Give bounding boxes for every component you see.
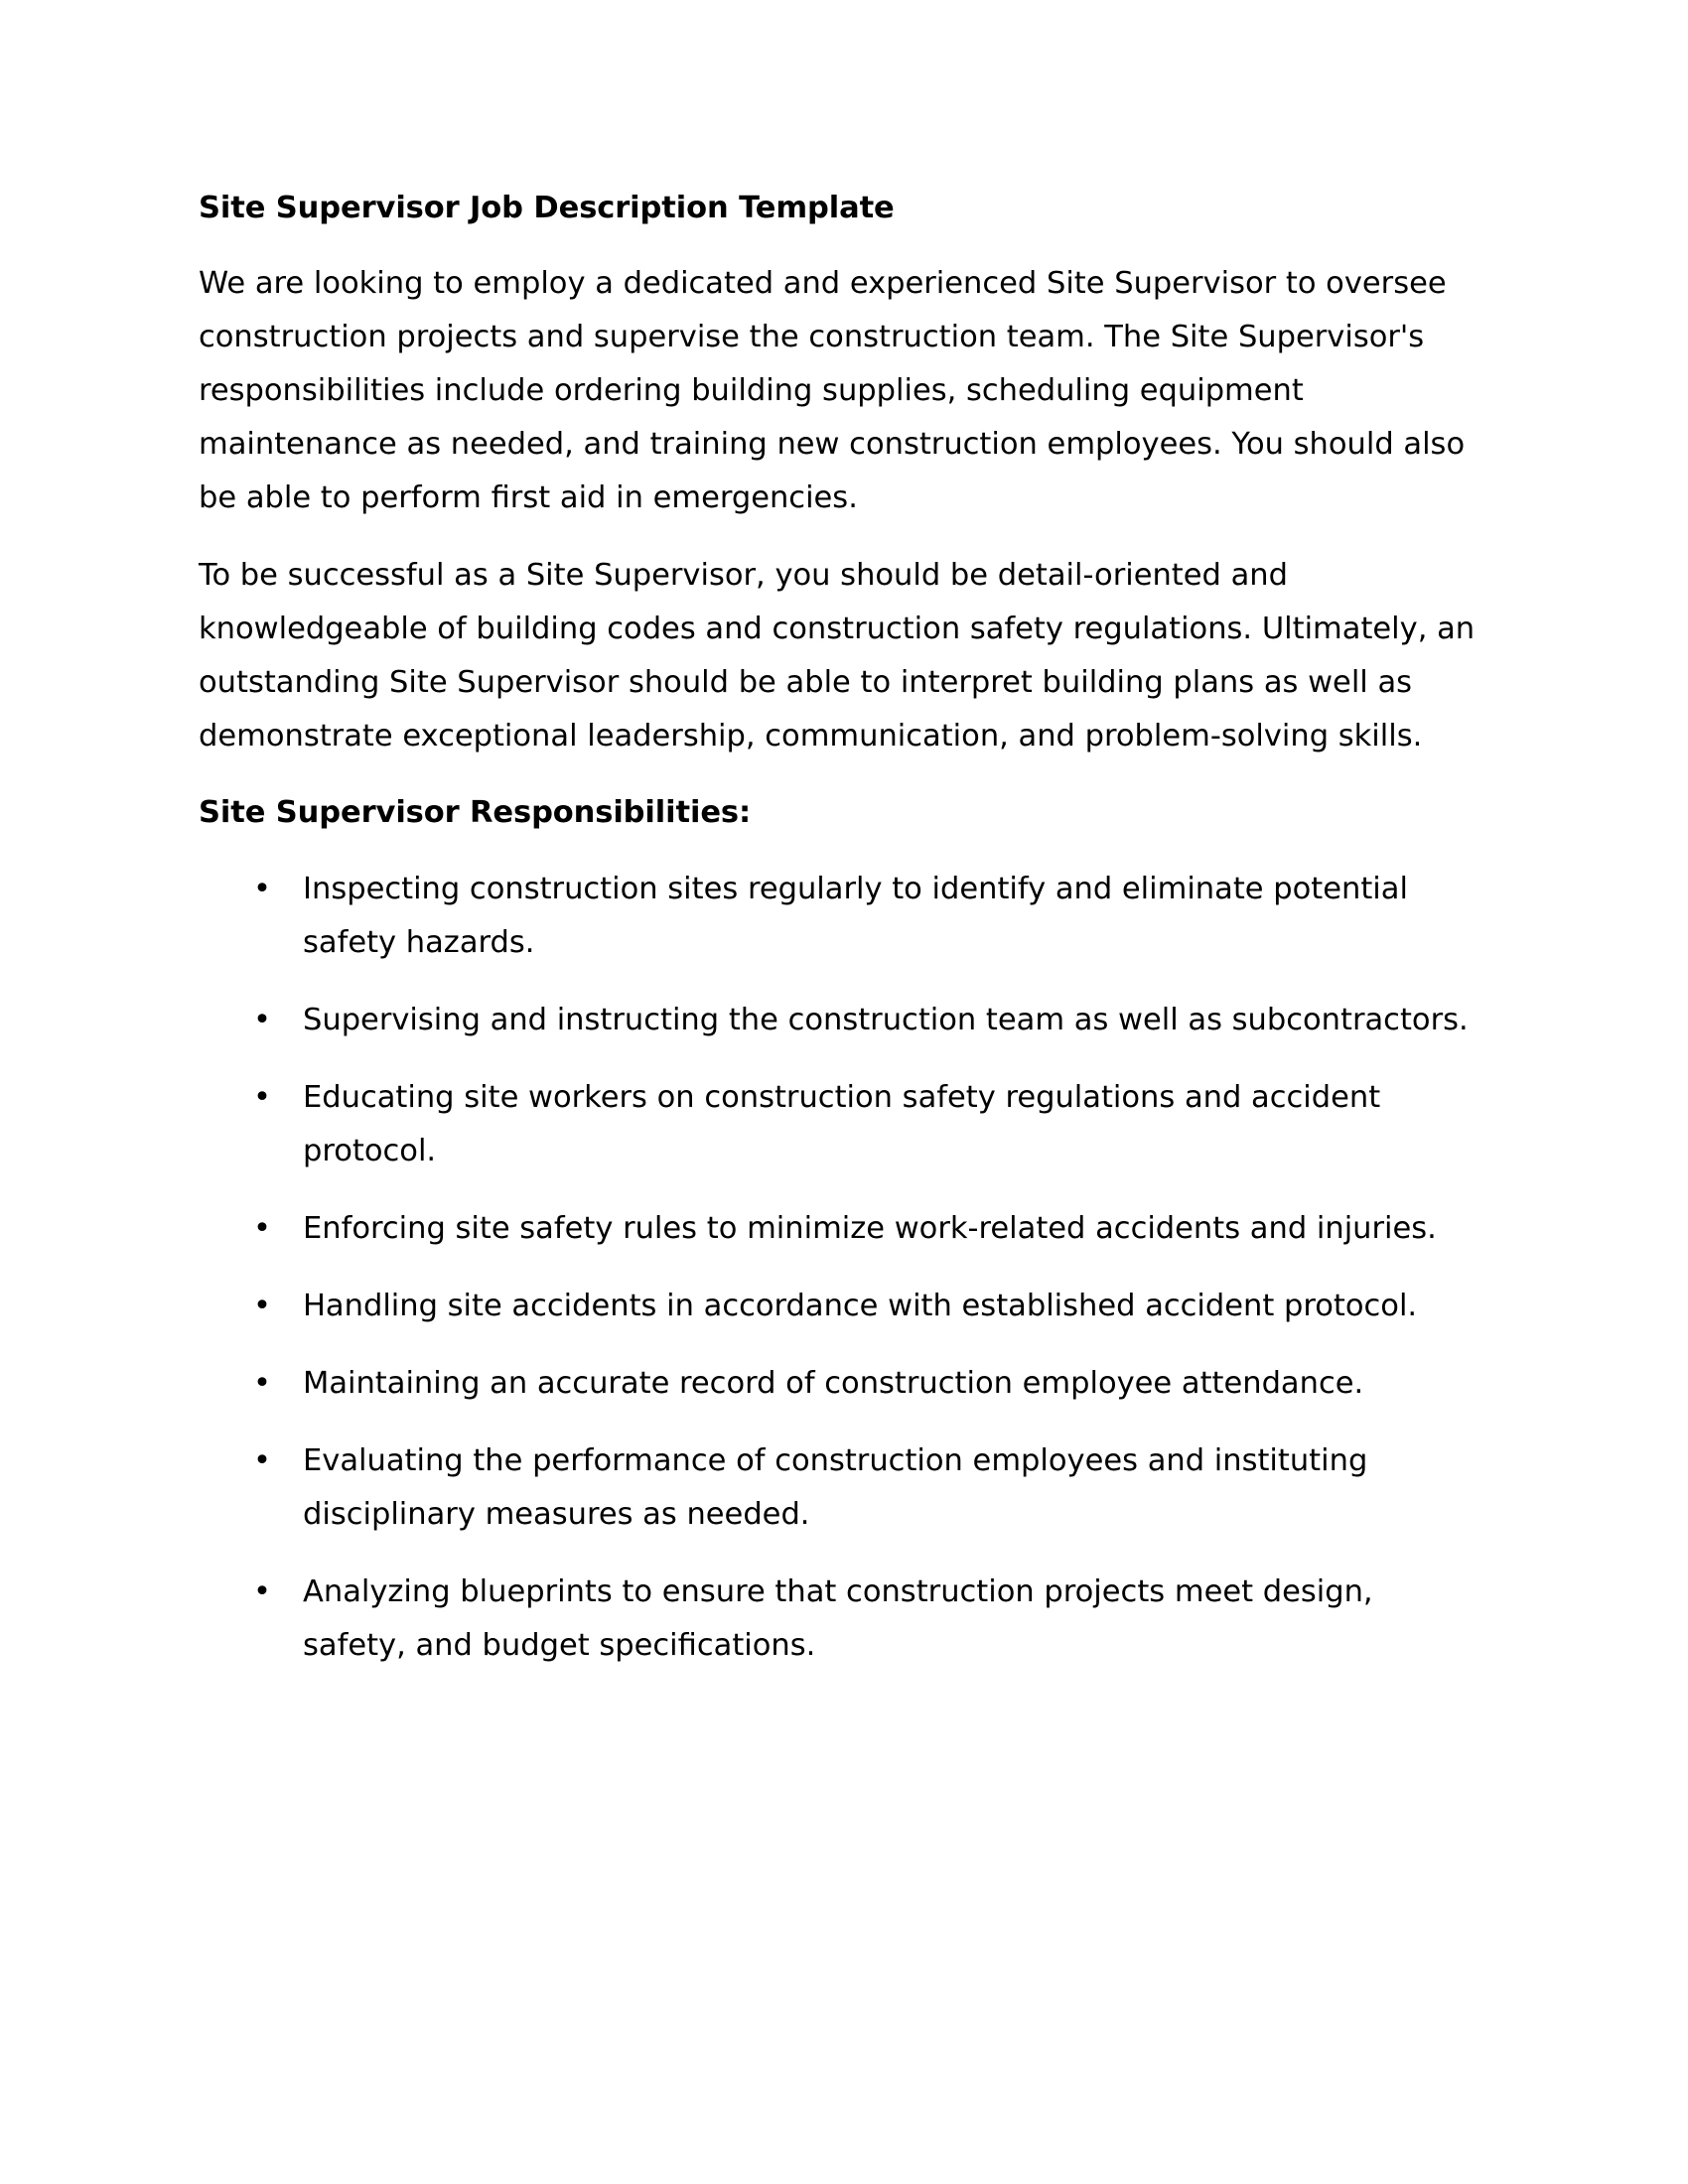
responsibilities-list <box>199 863 1479 1673</box>
list-item <box>199 1280 1479 1333</box>
list-item <box>199 1566 1479 1673</box>
bullet-point-icon: • <box>253 1574 271 1609</box>
responsibilities-heading: Site Supervisor Responsibilities: <box>199 795 752 830</box>
list-item-label: Evaluating the performance of construction employees and instituting disciplinary measures as needed. <box>303 1443 1368 1532</box>
list-item <box>199 1071 1479 1178</box>
bullet-point-icon: • <box>253 1003 271 1037</box>
bullet-point-icon: • <box>253 1366 271 1401</box>
bullet-point-icon: • <box>253 1080 271 1115</box>
intro-paragraph-1: We are looking to employ a dedicated and experienced Site Supervisor to oversee construction projects and supervise the construction team. The Site Supervisor's responsibilities include ordering building supplies, scheduling equipment maintenance as needed, and training new construction employees. You should also be able to perform first aid in emergencies. <box>199 266 1466 515</box>
list-item <box>199 994 1479 1047</box>
list-item <box>199 863 1479 970</box>
list-item-label: Analyzing blueprints to ensure that construction projects meet design, safety, and budget specifications. <box>303 1574 1373 1663</box>
list-item <box>199 1434 1479 1542</box>
list-item-label: Educating site workers on construction safety regulations and accident protocol. <box>303 1080 1381 1168</box>
list-item-label: Handling site accidents in accordance with established accident protocol. <box>303 1289 1418 1323</box>
list-item <box>199 1357 1479 1411</box>
bullet-point-icon: • <box>253 1289 271 1323</box>
bullet-point-icon: • <box>253 1443 271 1478</box>
list-item-label: Enforcing site safety rules to minimize work-related accidents and injuries. <box>303 1211 1437 1246</box>
bullet-point-icon: • <box>253 1211 271 1246</box>
bullet-point-icon: • <box>253 872 271 906</box>
intro-paragraph-2: To be successful as a Site Supervisor, you should be detail-oriented and knowledgeable of building codes and construction safety regulations. Ultimately, an outstanding Site Supervisor should be able to interpret building plans as well as demonstrate exceptional leadership, communication, and problem-solving skills. <box>199 558 1476 753</box>
list-item-label: Inspecting construction sites regularly to identify and eliminate potential safety hazards. <box>303 872 1408 960</box>
list-item-label: Supervising and instructing the construction team as well as subcontractors. <box>303 1003 1469 1037</box>
page-title: Site Supervisor Job Description Template <box>199 191 895 225</box>
list-item <box>199 1202 1479 1256</box>
list-item-label: Maintaining an accurate record of construction employee attendance. <box>303 1366 1364 1401</box>
